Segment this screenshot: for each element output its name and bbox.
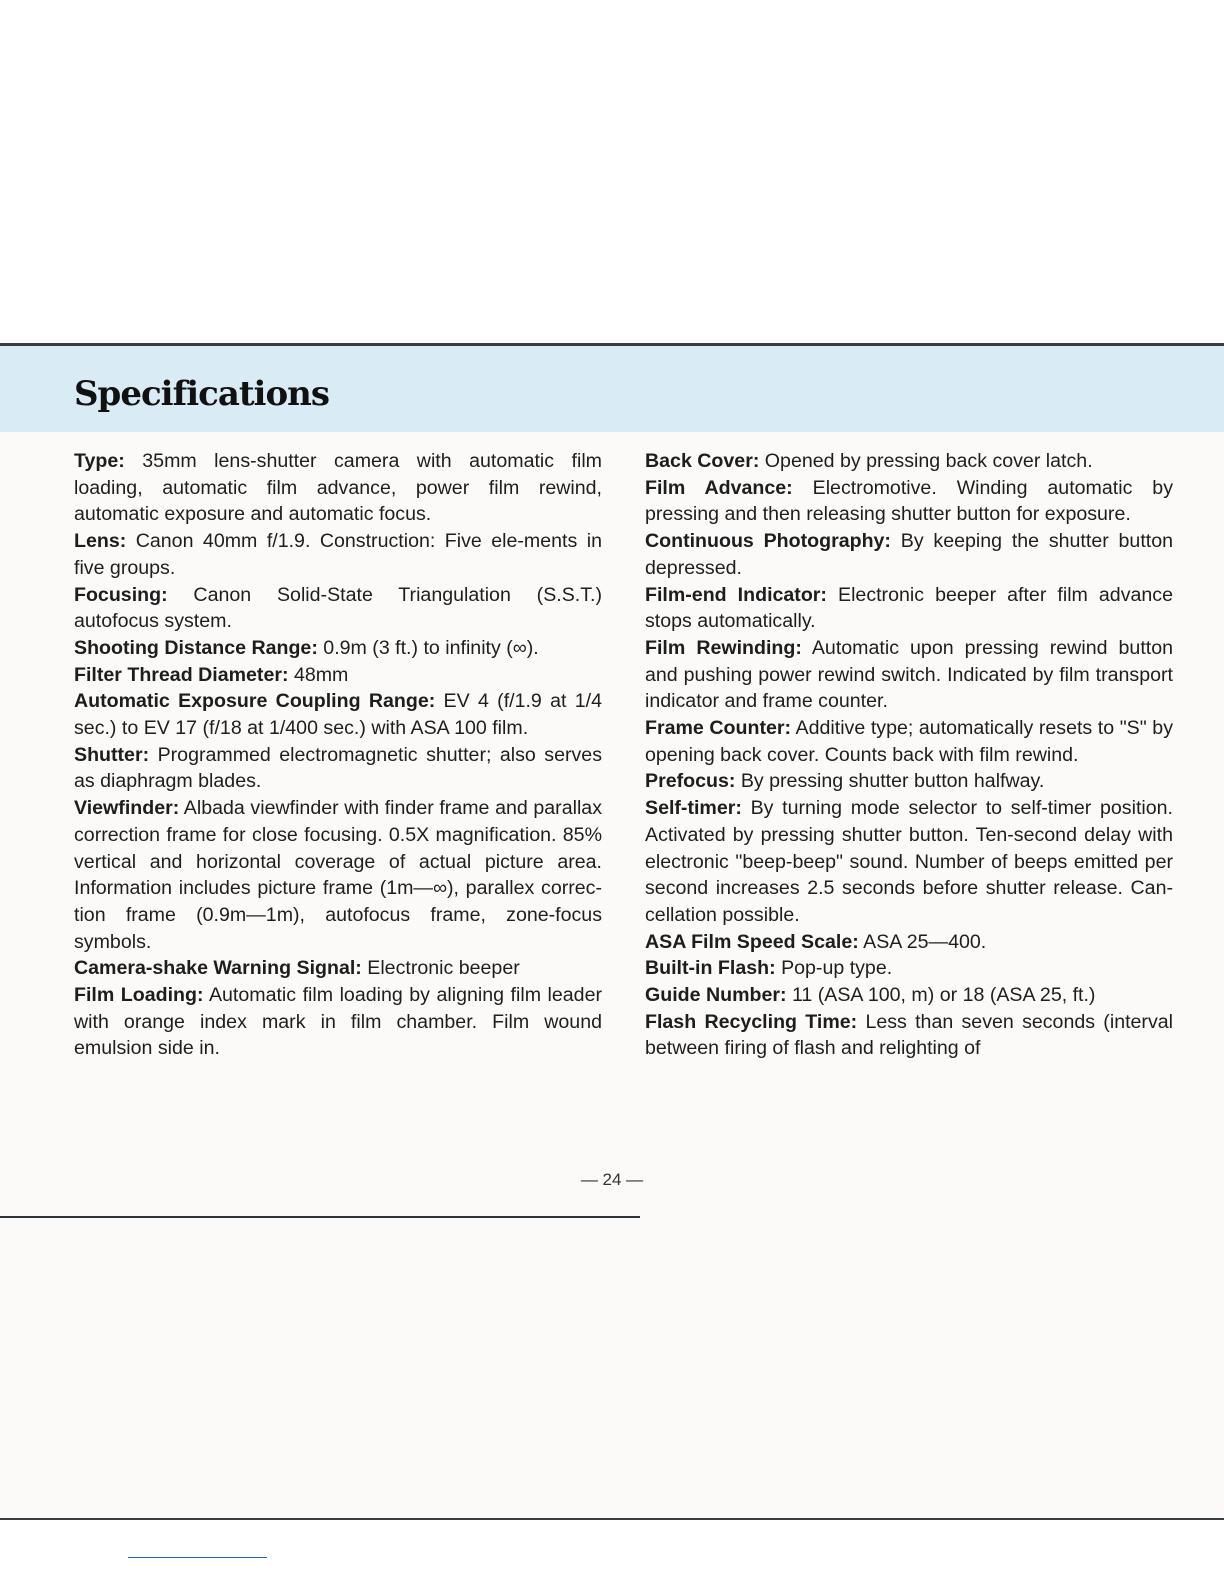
spec-text: Electromotive. Winding automatic by pressing and then releasing shutter button for exposure.	[645, 476, 1173, 526]
spec-term: Filter Thread Diameter:	[74, 663, 289, 686]
spec-text: 48mm	[288, 663, 349, 686]
spec-term: Automatic Exposure Coupling Range:	[74, 690, 436, 713]
spec-term: Camera-shake Warning Signal:	[74, 957, 362, 980]
spec-term: Film Rewinding:	[645, 636, 802, 659]
spec-item	[74, 795, 602, 955]
page-title: Specifications	[74, 374, 330, 414]
spec-text: Automatic film loading by aligning film leader with orange index mark in film chamber. Film wound emulsion side in.	[74, 984, 602, 1060]
spec-text: Albada viewfinder with finder frame and parallax correction frame for close focusing. 0.5X magnification. 85% vertical and horizontal coverage of actual picture area. Information includes picture frame (1m—∞), parallex correc-tion frame (0.9m—1m), autofocus frame, zone-focus symbols.	[74, 797, 602, 953]
spec-term: Film Advance:	[645, 476, 793, 499]
spec-item	[74, 982, 602, 1062]
bottom-rule	[0, 1518, 1224, 1520]
spec-text: Less than seven seconds (interval between firing of flash and relighting of	[645, 1010, 1173, 1060]
spec-term: Film Loading:	[74, 984, 204, 1007]
spec-text: EV 4 (f/1.9 at 1/4 sec.) to EV 17 (f/18 at 1/400 sec.) with ASA 100 film.	[74, 690, 602, 740]
spec-text: Additive type; automatically resets to "S" by opening back cover. Counts back with film rewind.	[645, 717, 1173, 766]
spec-term: Viewfinder:	[74, 797, 180, 820]
spec-item	[645, 795, 1173, 929]
spec-text: 0.9m (3 ft.) to infinity (∞).	[317, 636, 539, 659]
spec-item	[74, 635, 602, 662]
spec-text: ASA 25—400.	[858, 930, 987, 953]
spec-term: Focusing:	[74, 583, 168, 606]
spec-term: Shutter:	[74, 743, 150, 766]
spec-item	[645, 955, 1173, 982]
spec-item	[645, 475, 1173, 528]
spec-term: Shooting Distance Range:	[74, 636, 318, 659]
spec-term: Prefocus:	[645, 770, 736, 793]
spec-text: By turning mode selector to self-timer position. Activated by pressing shutter button. Ten-second delay with electronic "beep-beep" sound. Number of beeps emitted per second increases 2.5 seconds before shutter release. Can-cellation possible.	[645, 797, 1173, 926]
spec-item	[74, 742, 602, 795]
spec-text: Programmed electromagnetic shutter; also serves as diaphragm blades.	[74, 743, 602, 793]
spec-text: 11 (ASA 100, m) or 18 (ASA 25, ft.)	[786, 984, 1096, 1007]
spec-item	[74, 662, 602, 689]
spec-term: ASA Film Speed Scale:	[645, 930, 859, 953]
spec-text: 35mm lens-shutter camera with automatic film loading, automatic film advance, power film rewind, automatic exposure and automatic focus.	[74, 450, 602, 526]
page-number: — 24 —	[580, 1170, 644, 1189]
spec-term: Back Cover:	[645, 450, 760, 472]
spec-text: Electronic beeper	[361, 957, 520, 980]
spec-item	[74, 688, 602, 741]
spec-item	[645, 982, 1173, 1009]
spec-term: Lens:	[74, 530, 127, 553]
spec-text: By keeping the shutter button depressed.	[645, 530, 1173, 579]
left-column	[74, 448, 602, 1062]
spec-term: Flash Recycling Time:	[645, 1010, 858, 1033]
spec-text: Canon 40mm f/1.9. Construction: Five ele-ments in five groups.	[74, 530, 602, 579]
spec-term: Built-in Flash:	[645, 957, 776, 980]
spec-term: Guide Number:	[645, 984, 787, 1007]
spec-item	[645, 715, 1173, 768]
spec-item	[74, 582, 602, 635]
spec-term: Type:	[74, 450, 125, 472]
spec-item	[74, 955, 602, 982]
spec-term: Film-end Indicator:	[645, 583, 827, 606]
spec-item	[645, 1009, 1173, 1062]
spec-text: By pressing shutter button halfway.	[735, 770, 1045, 793]
spec-item	[645, 582, 1173, 635]
spec-text: Canon Solid-State Triangulation (S.S.T.) autofocus system.	[74, 583, 602, 633]
spec-item	[74, 528, 602, 581]
spec-text: Opened by pressing back cover latch.	[759, 450, 1093, 472]
link-underline	[128, 1557, 267, 1558]
spec-item	[645, 448, 1173, 475]
spec-item	[645, 768, 1173, 795]
spec-item	[645, 929, 1173, 956]
spec-term: Frame Counter:	[645, 717, 792, 740]
spec-text: Electronic beeper after film advance stops automatically.	[645, 583, 1173, 633]
spec-term: Self-timer:	[645, 797, 742, 820]
right-column	[645, 448, 1173, 1062]
footer-line	[0, 1216, 640, 1218]
spec-item	[74, 448, 602, 528]
spec-text: Pop-up type.	[775, 957, 893, 980]
spec-item	[645, 528, 1173, 581]
spec-term: Continuous Photography:	[645, 530, 891, 553]
spec-text: Automatic upon pressing rewind button and pushing power rewind switch. Indicated by film transport indicator and frame counter.	[645, 636, 1174, 713]
spec-item	[645, 635, 1173, 715]
